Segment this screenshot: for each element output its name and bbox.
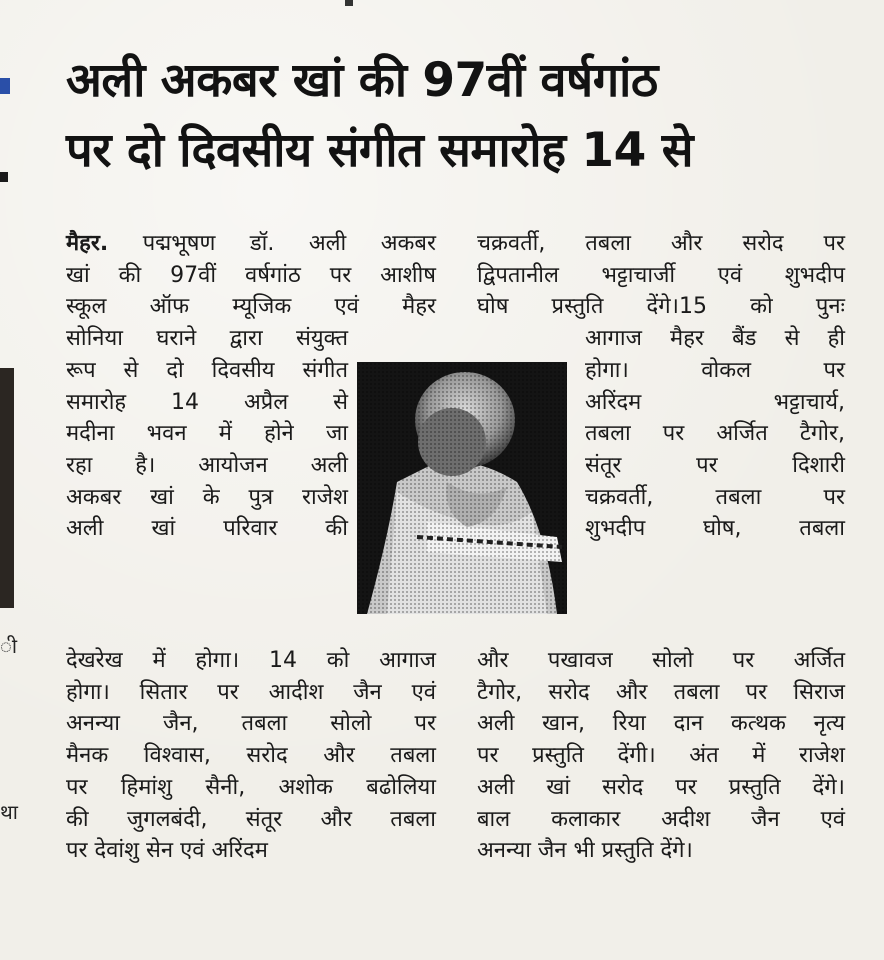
body-line: पर देवांशु सेन एवं अरिंदम: [66, 838, 268, 864]
body-line: अनन्या जैन भी प्रस्तुति देंगे।: [477, 838, 693, 864]
headline-line-2: पर दो दिवसीय संगीत समारोह 14 से: [66, 123, 693, 178]
edge-color-mark: [0, 78, 10, 94]
body-line: पर प्रस्तुति देंगी। अंत में राजेश: [477, 743, 845, 769]
body-line: समारोह 14 अप्रैल से: [66, 389, 348, 415]
body-line: खां की 97वीं वर्षगांठ पर आशीष: [66, 262, 436, 288]
top-edge-mark: [345, 0, 353, 6]
body-line: पर हिमांशु सैनी, अशोक बढोलिया: [66, 774, 436, 800]
body-line: मदीना भवन में होने जा: [66, 421, 348, 447]
left-column-bottom: [66, 645, 436, 867]
body-line: घोष प्रस्तुति देंगे।15 को पुनः: [477, 294, 845, 320]
body-line: अनन्या जैन, तबला सोलो पर: [66, 711, 436, 737]
body-line: रहा है। आयोजन अली: [66, 452, 348, 478]
body-line: चक्रवर्ती, तबला और सरोद पर: [477, 231, 845, 256]
left-column-wrap: [66, 323, 348, 545]
body-line: टैगोर, सरोद और तबला पर सिराज: [477, 679, 845, 705]
body-line: स्कूल ऑफ म्यूजिक एवं मैहर: [66, 294, 436, 320]
left-column: [66, 228, 436, 323]
body-line: रूप से दो दिवसीय संगीत: [66, 357, 348, 383]
right-column-bottom: [477, 645, 845, 867]
body-line: होगा। वोकल पर: [585, 357, 845, 383]
body-line: अली खां सरोद पर प्रस्तुति देंगे।: [477, 774, 845, 800]
right-column-wrap: [585, 323, 845, 545]
body-line: की जुगलबंदी, संतूर और तबला: [66, 806, 436, 832]
adjacent-photo-fragment: [0, 368, 14, 608]
body-line: सोनिया घराने द्वारा संयुक्त: [66, 326, 348, 352]
body-line: द्विपतानील भट्टाचार्जी एवं शुभदीप: [477, 262, 845, 288]
edge-text-fragment: ी: [0, 634, 18, 658]
body-line: बाल कलाकार अदीश जैन एवं: [477, 806, 845, 832]
edge-text-fragment: था: [0, 800, 18, 824]
body-line: आगाज मैहर बैंड से ही: [585, 326, 845, 352]
body-line: अली खान, रिया दान कत्थक नृत्य: [477, 711, 845, 737]
body-line: होगा। सितार पर आदीश जैन एवं: [66, 679, 436, 705]
body-line: अली खां परिवार की: [66, 516, 348, 542]
body-line: मैहर. पद्मभूषण डॉ. अली अकबर: [66, 231, 436, 256]
body-line: चक्रवर्ती, तबला पर: [585, 484, 845, 510]
right-column-top: [477, 228, 845, 323]
edge-dash-mark: [0, 172, 8, 182]
headline-line-1: अली अकबर खां की 97वीं वर्षगांठ: [66, 53, 658, 108]
body-line: और पखावज सोलो पर अर्जित: [477, 648, 845, 673]
body-line: शुभदीप घोष, तबला: [585, 516, 845, 542]
body-line: अरिंदम भट्टाचार्य,: [585, 389, 845, 415]
body-line: तबला पर अर्जित टैगोर,: [585, 421, 845, 447]
body-line: मैनक विश्वास, सरोद और तबला: [66, 743, 436, 769]
body-line: अकबर खां के पुत्र राजेश: [66, 484, 348, 510]
portrait-photo: [357, 362, 567, 614]
dateline: मैहर.: [66, 231, 109, 256]
headline: [66, 46, 856, 186]
body-line: संतूर पर दिशारी: [585, 452, 845, 478]
body-line: देखरेख में होगा। 14 को आगाज: [66, 648, 436, 673]
